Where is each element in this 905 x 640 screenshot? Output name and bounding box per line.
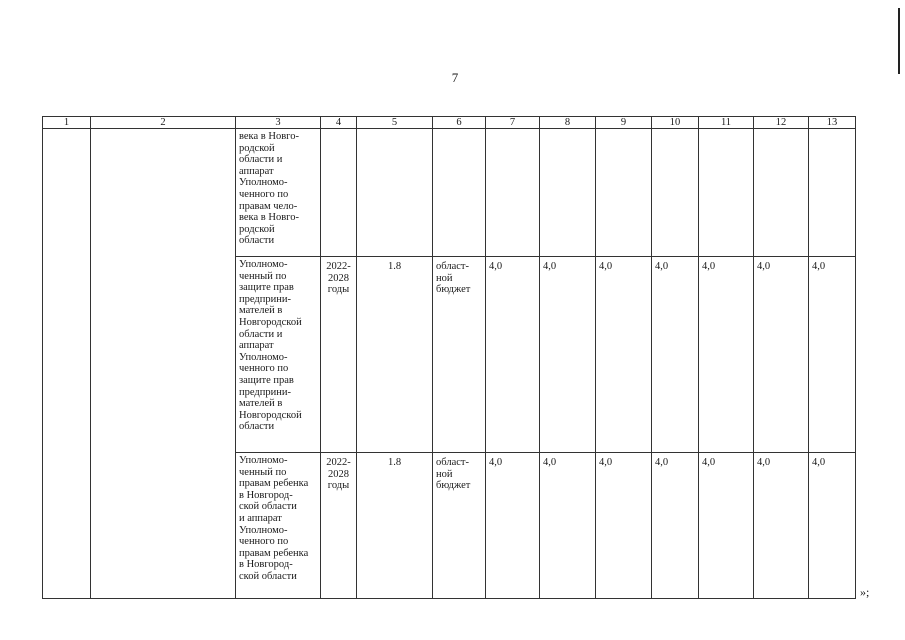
source-line: ной: [436, 468, 453, 480]
value-cell: 4,0: [596, 257, 652, 453]
source-line: област-: [436, 457, 469, 468]
executor-line: века в Новго-: [239, 212, 299, 224]
header-cell-9: 9: [596, 117, 652, 129]
margin-mark: [898, 8, 900, 74]
executor-line: в Новгород-: [239, 489, 293, 501]
executor-line: Уполномо-: [239, 455, 288, 466]
header-cell-5: 5: [357, 117, 433, 129]
value-cell: [486, 129, 540, 257]
target-cell: 1.8: [357, 453, 433, 599]
value-cell: [540, 129, 596, 257]
executor-line: века в Новго-: [239, 131, 299, 142]
period-line: годы: [327, 284, 350, 296]
value-cell: 4,0: [754, 257, 809, 453]
executor-line: ской области: [239, 501, 297, 513]
target-cell: [357, 129, 433, 257]
value-cell: 4,0: [699, 257, 754, 453]
executor-cell: [236, 453, 321, 599]
executor-line: ченного по: [239, 188, 289, 200]
executor-line: защите прав: [239, 282, 294, 294]
executor-line: Новгородской: [239, 316, 302, 328]
col2-cell: [91, 129, 236, 599]
source-cell: [433, 453, 486, 599]
executor-line: защите прав: [239, 374, 294, 386]
target-cell: 1.8: [357, 257, 433, 453]
executor-line: Уполномо-: [239, 524, 288, 536]
header-cell-3: 3: [236, 117, 321, 129]
executor-line: родской: [239, 142, 275, 154]
value-cell: [754, 129, 809, 257]
executor-line: предприни-: [239, 386, 291, 398]
executor-cell: [236, 257, 321, 453]
executor-line: аппарат: [239, 340, 274, 352]
executor-line: и аппарат: [239, 512, 282, 524]
page-number: 7: [451, 70, 459, 85]
header-cell-11: 11: [699, 117, 754, 129]
table-row: [43, 129, 856, 257]
executor-line: аппарат: [239, 165, 274, 177]
header-cell-7: 7: [486, 117, 540, 129]
source-line: бюджет: [436, 284, 471, 296]
executor-line: области: [239, 421, 275, 433]
value-cell: 4,0: [540, 257, 596, 453]
period-line: годы: [327, 480, 350, 492]
period-line: 2028: [328, 468, 349, 480]
executor-line: мателей в: [239, 398, 283, 410]
value-cell: 4,0: [699, 453, 754, 599]
executor-line: родской: [239, 223, 275, 235]
executor-line: Новгородской: [239, 409, 302, 421]
executor-line: ченный по: [239, 270, 287, 282]
value-cell: 4,0: [596, 453, 652, 599]
header-cell-1: 1: [43, 117, 91, 129]
period-line: 2028: [328, 272, 349, 284]
value-cell: 4,0: [486, 257, 540, 453]
value-cell: 4,0: [540, 453, 596, 599]
closing-quote-mark: »;: [860, 585, 870, 599]
value-cell: 4,0: [486, 453, 540, 599]
value-cell: 4,0: [652, 453, 699, 599]
period-cell: [321, 453, 357, 599]
executor-line: ченного по: [239, 363, 289, 375]
executor-line: ченный по: [239, 466, 287, 478]
value-cell: [809, 129, 856, 257]
value-cell: 4,0: [809, 257, 856, 453]
value-cell: [699, 129, 754, 257]
executor-line: мателей в: [239, 305, 283, 317]
value-cell: 4,0: [652, 257, 699, 453]
executor-line: правам чело-: [239, 200, 298, 212]
executor-line: Уполномо-: [239, 177, 288, 189]
source-line: ной: [436, 272, 453, 284]
header-cell-13: 13: [809, 117, 856, 129]
value-cell: 4,0: [809, 453, 856, 599]
executor-line: ской области: [239, 570, 297, 582]
source-cell: [433, 129, 486, 257]
executor-line: ченного по: [239, 536, 289, 548]
executor-line: области и: [239, 154, 283, 166]
executor-line: Уполномо-: [239, 259, 288, 270]
executor-line: Уполномо-: [239, 351, 288, 363]
header-cell-4: 4: [321, 117, 357, 129]
budget-table: [42, 116, 856, 599]
value-cell: 4,0: [754, 453, 809, 599]
header-cell-12: 12: [754, 117, 809, 129]
executor-line: области: [239, 235, 275, 247]
executor-line: правам ребенка: [239, 478, 309, 490]
period-cell: [321, 129, 357, 257]
source-cell: [433, 257, 486, 453]
period-line: 2022-: [326, 261, 351, 272]
value-cell: [596, 129, 652, 257]
period-cell: [321, 257, 357, 453]
executor-line: правам ребенка: [239, 547, 309, 559]
executor-line: в Новгород-: [239, 559, 293, 571]
source-line: бюджет: [436, 480, 471, 492]
executor-line: области и: [239, 328, 283, 340]
period-line: 2022-: [326, 457, 351, 468]
header-cell-2: 2: [91, 117, 236, 129]
executor-cell: [236, 129, 321, 257]
executor-line: предприни-: [239, 293, 291, 305]
header-row: [43, 117, 856, 129]
header-cell-10: 10: [652, 117, 699, 129]
header-cell-6: 6: [433, 117, 486, 129]
header-cell-8: 8: [540, 117, 596, 129]
source-line: област-: [436, 261, 469, 272]
col1-cell: [43, 129, 91, 599]
value-cell: [652, 129, 699, 257]
